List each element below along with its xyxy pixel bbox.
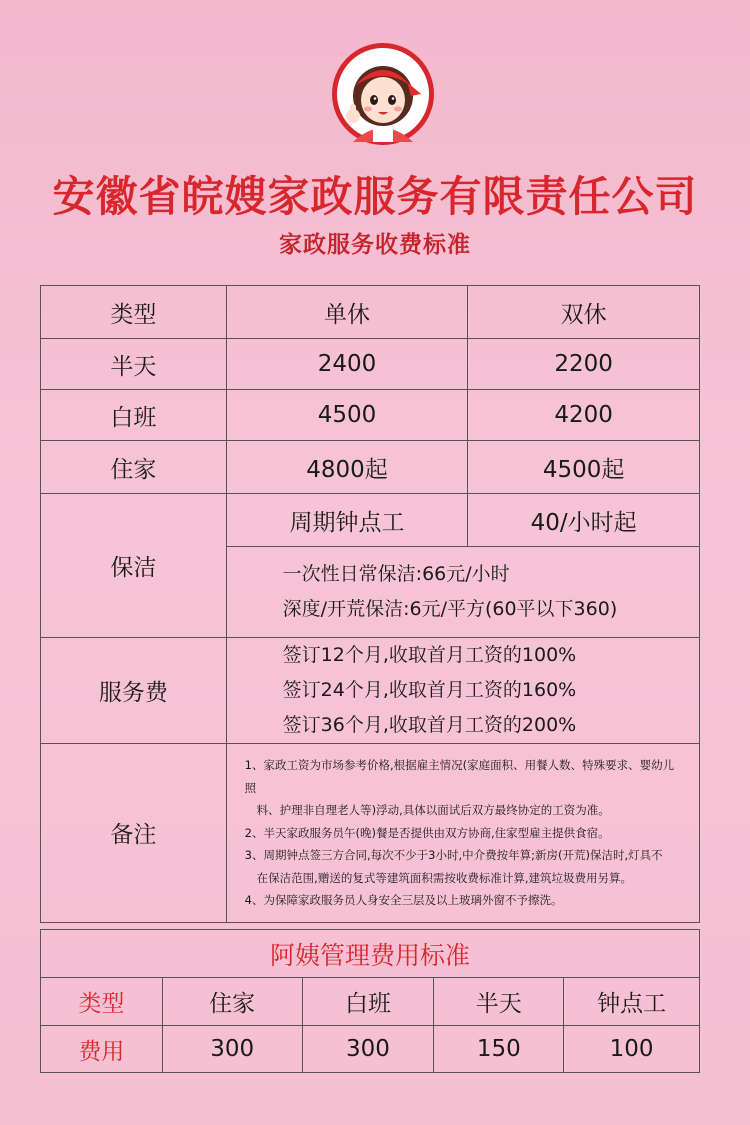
cleaning-label: 保洁 [41, 494, 227, 638]
service-fee-line: 签订12个月,收取首月工资的100% [282, 644, 577, 666]
single-rest-price: 4500 [226, 390, 468, 441]
table-row [41, 390, 700, 441]
table-row [41, 339, 700, 390]
cleaning-line: 一次性日常保洁:66元/小时 [282, 563, 510, 585]
hourly-worker-label: 周期钟点工 [226, 494, 468, 547]
note-line: 在保洁范围,赠送的复式等建筑面积需按收费标准计算,建筑垃圾费用另算。 [256, 870, 632, 885]
note-line: 1、家政工资为市场参考价格,根据雇主情况(家庭面积、用餐人数、特殊要求、婴幼儿照 [244, 758, 675, 795]
housekeeper-mascot-icon [331, 42, 435, 146]
table-row [41, 286, 700, 339]
notes-content [226, 744, 699, 923]
column-name: 半天 [434, 978, 564, 1026]
note-line: 3、周期钟点签三方合同,每次不少于3小时,中介费按年算;新房(开荒)保洁时,灯具不 [244, 848, 663, 862]
note-line: 2、半天家政服务员午(晚)餐是否提供由双方协商,住家型雇主提供食宿。 [244, 825, 610, 840]
table-row [41, 978, 700, 1026]
fee-value: 300 [162, 1026, 302, 1073]
service-fee-line: 签订36个月,收取首月工资的200% [282, 714, 577, 736]
row-label: 半天 [41, 339, 227, 390]
column-name: 钟点工 [564, 978, 700, 1026]
company-name: 安徽省皖嫂家政服务有限责任公司 [52, 172, 698, 221]
single-rest-price: 4800起 [226, 441, 468, 494]
header-type: 类型 [41, 286, 227, 339]
fee-label: 费用 [41, 1026, 163, 1073]
service-fee-line: 签订24个月,收取首月工资的160% [282, 679, 577, 701]
fee-value: 100 [564, 1026, 700, 1073]
table-row [41, 441, 700, 494]
cleaning-line: 深度/开荒保洁:6元/平方(60平以下360) [282, 598, 618, 620]
notes-label: 备注 [41, 744, 227, 923]
service-fee-lines [226, 638, 699, 744]
single-rest-price: 2400 [226, 339, 468, 390]
row-label: 白班 [41, 390, 227, 441]
management-fee-title: 阿姨管理费用标准 [41, 930, 700, 978]
table-row [41, 638, 700, 744]
double-rest-price: 4500起 [468, 441, 700, 494]
table-row [41, 1026, 700, 1073]
management-fee-table [40, 929, 700, 1073]
page-subtitle: 家政服务收费标准 [279, 232, 471, 258]
header-double-rest: 双休 [468, 286, 700, 339]
double-rest-price: 4200 [468, 390, 700, 441]
service-fee-label: 服务费 [41, 638, 227, 744]
hourly-worker-price: 40/小时起 [468, 494, 700, 547]
note-line: 料、护理非自理老人等)浮动,具体以面试后双方最终协定的工资为准。 [256, 803, 610, 817]
column-name: 白班 [302, 978, 434, 1026]
table-row [41, 930, 700, 978]
fee-value: 150 [434, 1026, 564, 1073]
fee-table [40, 285, 700, 923]
header-single-rest: 单休 [226, 286, 468, 339]
note-line: 4、为保障家政服务员人身安全三层及以上玻璃外窗不予擦洗。 [244, 893, 563, 907]
table-row [41, 744, 700, 923]
type-label: 类型 [41, 978, 163, 1026]
table-row [41, 494, 700, 547]
row-label: 住家 [41, 441, 227, 494]
cleaning-lines [226, 547, 699, 638]
fee-value: 300 [302, 1026, 434, 1073]
double-rest-price: 2200 [468, 339, 700, 390]
column-name: 住家 [162, 978, 302, 1026]
